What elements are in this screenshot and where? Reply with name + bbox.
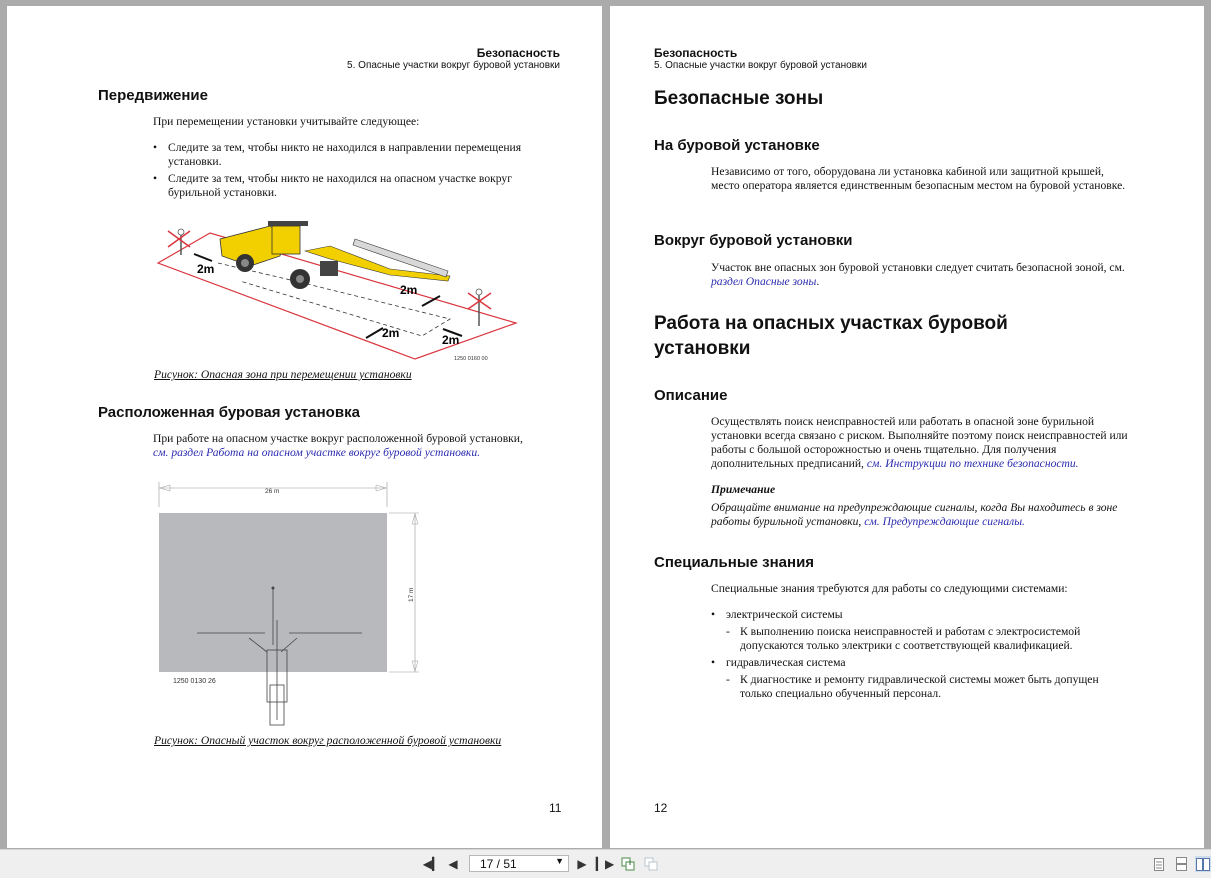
next-view-icon [644, 857, 658, 871]
first-page-button[interactable] [424, 856, 440, 872]
two-page-icon [1196, 858, 1210, 871]
special-systems-list [711, 608, 1131, 704]
header-subtitle: 5. Опасные участки вокруг буровой установки [654, 60, 867, 71]
header-subtitle: 5. Опасные участки вокруг буровой установки [347, 60, 560, 71]
single-page-view-button[interactable] [1152, 856, 1166, 872]
continuous-view-button[interactable] [1174, 856, 1188, 872]
system-label: гидравлическая система [726, 656, 846, 669]
first-page-icon: ◀▎ [422, 857, 442, 871]
figure-caption: Рисунок: Опасная зона при перемещении установки [154, 368, 412, 381]
right-page [610, 6, 1204, 848]
heading-around-rig: Вокруг буровой установки [654, 232, 853, 249]
label-2m: 2m [442, 333, 460, 347]
description-text-body: Осуществлять поиск неисправностей или работать в опасной зоне бурильной установки всегда связано с риском. Выполняйте поэтому поиск неисправностей или работы с большой осторожностью и очень тщательно. Для получения дополнительных предписаний, [711, 415, 1128, 470]
link-safety-instructions[interactable]: см. Инструкции по технике безопасности. [866, 457, 1079, 470]
page-indicator: 17 / 51 [480, 857, 517, 871]
positioned-rig-text-body: При работе на опасном участке вокруг расположенной буровой установки, [153, 432, 523, 445]
prev-page-button[interactable] [447, 856, 459, 872]
arrow-2m [366, 328, 383, 338]
special-intro: Специальные знания требуются для работы со следующими системами: [711, 582, 1068, 595]
continuous-icon [1176, 857, 1187, 871]
note-title: Примечание [711, 483, 776, 496]
around-rig-text [711, 261, 1131, 289]
figure-code: 1250 0160 00 [454, 356, 488, 362]
prev-page-icon: ◀ [448, 857, 458, 871]
page-number: 12 [654, 801, 668, 815]
person-right-crossed [468, 289, 491, 326]
section-heading-positioned-rig: Расположенная буровая установка [98, 404, 360, 421]
system-label: электрической системы [726, 608, 843, 621]
header-title: Безопасность [654, 46, 738, 60]
page-selector[interactable] [469, 855, 569, 872]
section-heading-movement: Передвижение [98, 87, 208, 104]
heading-on-rig: На буровой установке [654, 137, 820, 154]
height-label: 17 m [408, 587, 415, 602]
single-page-icon [1154, 858, 1164, 871]
on-rig-text: Независимо от того, оборудована ли установка кабиной или защитной крышей, место оператора является единственным безопасным местом на буровой установке. [711, 165, 1126, 192]
system-item [711, 656, 1131, 701]
link-work-in-danger-zone[interactable]: см. раздел Работа на опасном участке вокруг буровой установки. [153, 446, 481, 459]
bullet-item: • Следите за тем, чтобы никто не находился на опасном участке вокруг бурильной установки. [153, 172, 553, 200]
header-title: Безопасность [476, 46, 560, 60]
note-text-body: Обращайте внимание на предупреждающие сигналы, когда Вы находитесь в зоне работы бурильной установки, [711, 501, 1118, 528]
label-2m: 2m [400, 283, 418, 297]
dropdown-arrow-icon: ▼ [555, 856, 564, 866]
heading-work-in-danger-zones: Работа на опасных участках буровой установки [654, 313, 1008, 359]
figure-code: 1250 0130 26 [173, 678, 216, 685]
last-page-icon: ▎▶ [595, 857, 615, 871]
figure-caption: Рисунок: Опасный участок вокруг расположенной буровой установки [154, 734, 502, 747]
next-view-button[interactable] [643, 856, 659, 872]
heading-description: Описание [654, 387, 728, 404]
figure-rig-moving [150, 211, 530, 366]
two-page-view-button[interactable] [1195, 856, 1211, 872]
system-detail: - К выполнению поиска неисправностей и работам с электросистемой допускаются только электрики с соответствующей квалификацией. [726, 625, 1131, 653]
left-page [7, 6, 602, 848]
label-2m: 2m [382, 326, 400, 340]
movement-bullets [153, 141, 553, 203]
positioned-rig-text [153, 432, 573, 460]
system-detail: - К диагностике и ремонту гидравлической системы может быть допущен только специально обученный персонал. [726, 673, 1131, 701]
description-text [711, 415, 1131, 471]
heading-safe-zones: Безопасные зоны [654, 88, 824, 109]
drill-rig-illustration [220, 221, 450, 289]
heading-special-knowledge: Специальные знания [654, 554, 815, 571]
width-label: 26 m [265, 488, 280, 495]
around-rig-text-body: Участок вне опасных зон буровой установки следует считать безопасной зоной, см. [711, 261, 1125, 274]
page-number: 11 [549, 801, 562, 815]
movement-intro: При перемещении установки учитывайте следующее: [153, 115, 420, 128]
previous-view-icon [621, 857, 635, 871]
link-warning-signals[interactable]: см. Предупреждающие сигналы. [864, 515, 1025, 528]
system-item [711, 608, 1131, 653]
link-danger-zones[interactable]: раздел Опасные зоны [711, 275, 817, 288]
around-rig-tail: . [816, 275, 820, 288]
navigation-toolbar [0, 849, 1211, 878]
note-text [711, 501, 1131, 529]
bullet-item: • Следите за тем, чтобы никто не находился в направлении перемещения установки. [153, 141, 553, 169]
arrow-2m [194, 254, 212, 261]
next-page-icon: ▶ [577, 857, 587, 871]
label-2m: 2m [197, 262, 215, 276]
figure-positioned-rig [157, 480, 422, 730]
last-page-button[interactable] [597, 856, 613, 872]
next-page-button[interactable] [576, 856, 588, 872]
previous-view-button[interactable] [620, 856, 636, 872]
